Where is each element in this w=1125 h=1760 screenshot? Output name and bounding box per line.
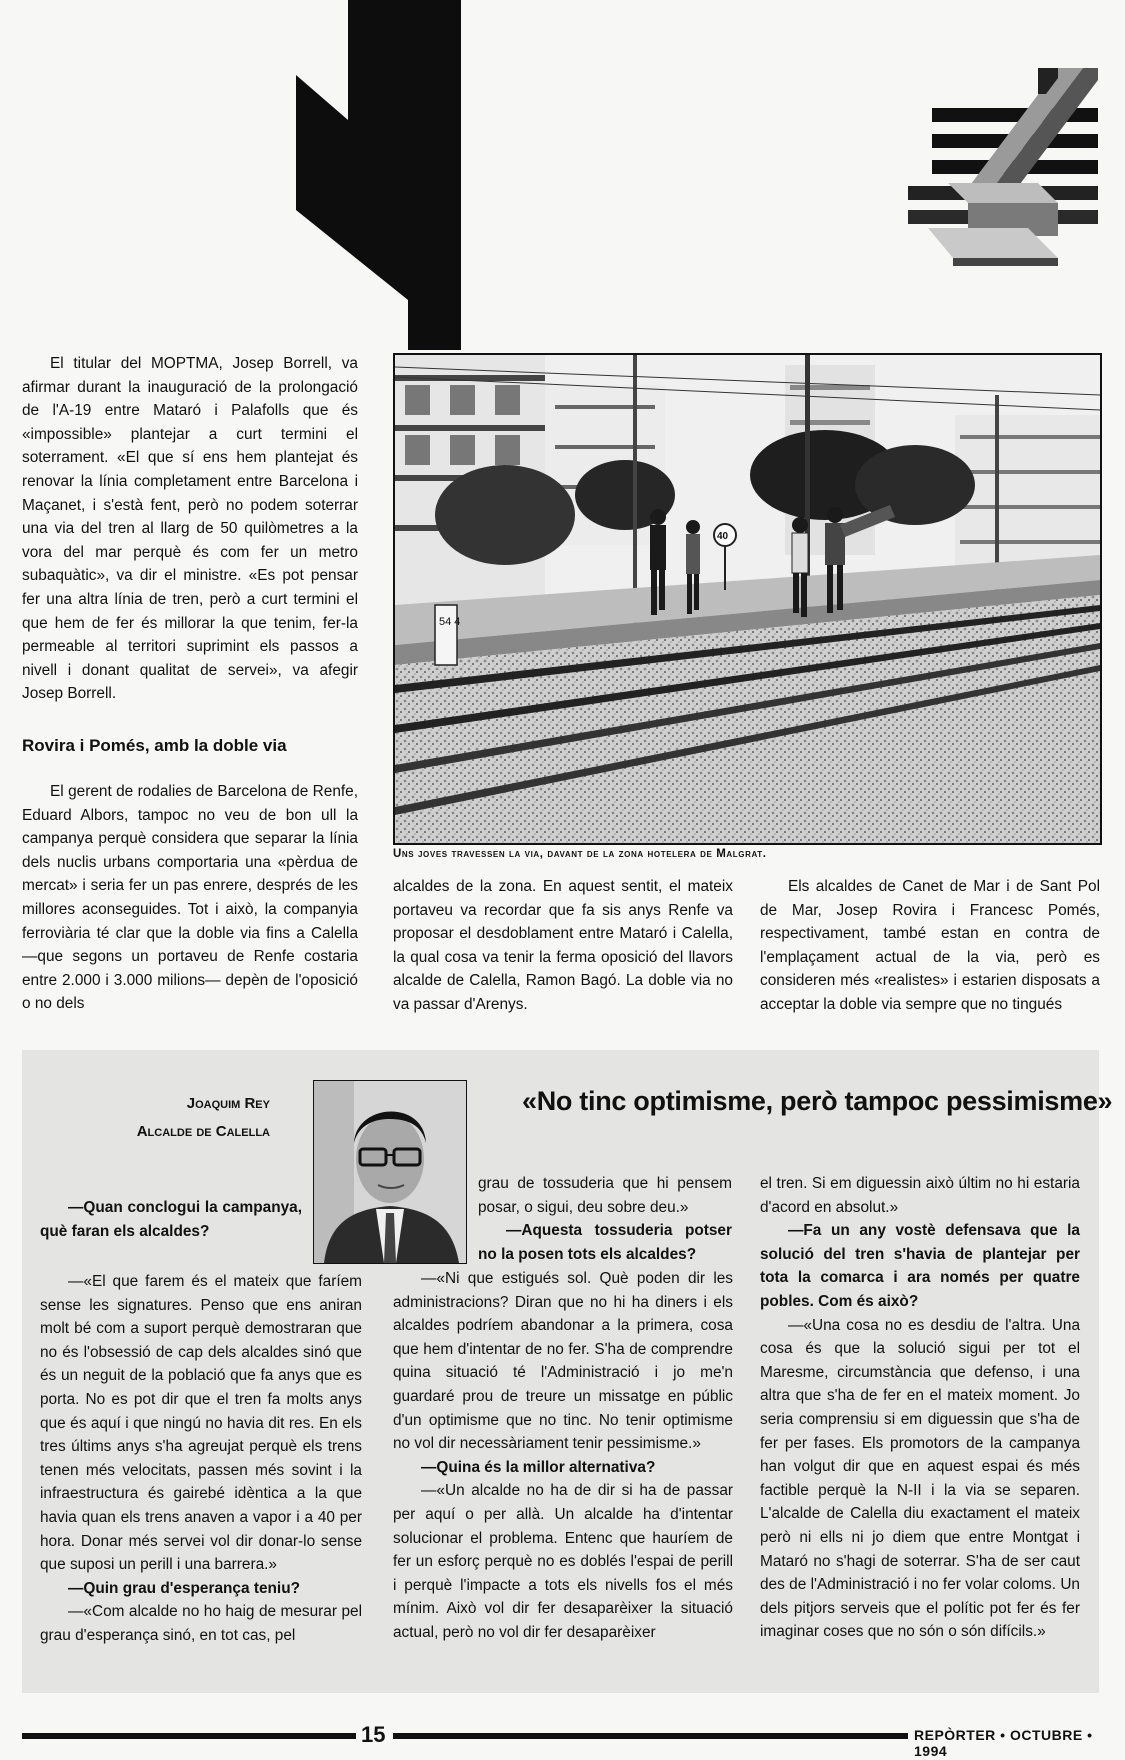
question-1: —Quan conclogui la campanya, què faran els alcaldes? xyxy=(40,1199,302,1240)
photo-speed-text: 40 xyxy=(717,531,729,542)
rail-illustration xyxy=(908,68,1098,268)
intro-column xyxy=(22,352,358,706)
interviewee-role: Alcalde de Calella xyxy=(136,1123,270,1140)
answer-4: —«Un alcalde no ha de dir si ha de passar per aquí o per allà. Un alcalde ha d'intentar solucionar el problema. Entenc que hauríem de fer un esforç perquè no es doblés l'espai de perill i perquè l'impacte a tots els nivells fos el més mínim. Això vol dir fer desaparèixer la situació actual, però no vol dir fer desaparèixer xyxy=(393,1482,733,1641)
interviewee-name: Joaquim Rey xyxy=(186,1095,270,1112)
page-number: 15 xyxy=(361,1722,386,1747)
answer-5: —«Una cosa no es desdiu de l'altra. Una cosa és que la solució sigui per tot el Maresme, circumstància que defenso, i una altra que s'ha de fer en el mateix moment. Jo seria comprensiu si em diguessin que s'ha de fer per fases. Els promotors de la campanya han volgut dir que en aquest espai és més factible perquè la N-II i la via se separen. L'alcalde de Calella diu exactament el mateix però ni ells ni jo diem que entre Montgat i Mataró no s'hagi de soterrar. S'ha de ser caut des de l'Administració i no fer volar coloms. Un dels pitjors serveis que el polític pot fer és fer imaginar coses que no són o són difícils.» xyxy=(760,1316,1080,1641)
column-1-text xyxy=(22,780,358,1016)
answer-4-continued: el tren. Si em diguessin això últim no hi estaria d'acord en absolut.» xyxy=(760,1175,1080,1216)
sidebar-column-2-top xyxy=(478,1172,732,1266)
paragraph-albors: El gerent de rodalies de Barcelona de Renfe, Eduard Albors, tampoc no veu de bon ull la campanya perquè considera que separar la línia dels nuclis urbans comportaria una «pèrdua de mercat» i seria fer un pas enrere, després de les millores aconseguides. Tot i això, la companyia ferroviària té clar que la doble via fins a Calella —que segons un portaveu de Renfe costaria entre 2.000 i 3.000 milions— depèn de l'oposició o no dels xyxy=(22,783,358,1013)
answer-3: —«Ni que estigués sol. Què poden dir les administracions? Diran que no hi ha diners i els alcaldes podríem abandonar a la primera, cosa que hem d'intentar de no fer. S'ha de comprendre quina situació té l'Administració i jo me'n guardaré prou de treure un missatge en públic d'un optimisme que no tinc. No tenir optimisme no vol dir necessàriament tenir pessimisme.» xyxy=(393,1270,733,1453)
magazine-issue: REPÒRTER • OCTUBRE • 1994 xyxy=(914,1727,1093,1759)
railway-photo xyxy=(395,355,1100,843)
interview-headline: «No tinc optimisme, però tampoc pessimisme» xyxy=(522,1086,1113,1116)
photo-sign-text: 54 4 xyxy=(439,616,461,628)
paragraph-portaveu: alcaldes de la zona. En aquest sentit, el mateix portaveu va recordar que fa sis anys Renfe va proposar el desdoblament entre Mataró i Calella, la qual cosa va tenir la ferma oposició del llavors alcalde de Calella, Ramon Bagó. La doble via no va passar d'Arenys. xyxy=(393,878,733,1013)
photo-caption: Uns joves travessen la via, davant de la zona hotelera de Malgrat. xyxy=(393,848,767,860)
section-logo xyxy=(296,0,466,350)
footer-rule-left xyxy=(22,1733,356,1739)
portrait-photo xyxy=(314,1081,466,1263)
column-2-text xyxy=(393,875,733,1017)
sidebar-column-1-top xyxy=(40,1196,302,1243)
sidebar-column-3 xyxy=(760,1172,1080,1644)
footer-rule-right xyxy=(393,1733,908,1739)
photo-frame xyxy=(393,353,1102,845)
sidebar-column-1 xyxy=(40,1270,362,1648)
answer-1: —«El que farem és el mateix que faríem sense les signatures. Penso que ens aniran molt bé com a suport perquè demostraran que no és l'obsessió de cap dels alcaldes sinó que és un neguit de la població que fa anys que es porta. No es pot dir que el tren fa molts anys que és aquí i que ningú no havia dit res. En els tres últims anys s'ha agreujat perquè els trens tenen més velocitats, passen més sovint i la infraestructura és gairebé idèntica a la que havia quan els trens anaven a vapor i a 40 per hora. Donar més servei vol dir donar-lo sense que suposi un perill i una barrera.» xyxy=(40,1273,362,1574)
answer-2: —«Com alcalde no ho haig de mesurar pel grau d'esperança sinó, en tot cas, pel xyxy=(40,1603,362,1644)
sidebar-column-2 xyxy=(393,1267,733,1645)
question-2: —Quin grau d'esperança teniu? xyxy=(68,1579,300,1597)
column-3-text xyxy=(760,875,1100,1017)
portrait-frame xyxy=(313,1080,467,1264)
subheading: Rovira i Pomés, amb la doble via xyxy=(22,736,287,755)
intro-paragraph: El titular del MOPTMA, Josep Borrell, va afirmar durant la inauguració de la prolongació de l'A-19 entre Mataró i Palafolls que és «impossible» plantejar a curt termini el soterrament. «El que sí ens hem plantejat és renovar la línia completament entre Barcelona i Maçanet, i s'està fent, però no podem soterrar una via del tren al llarg de 50 quilòmetres a la vora del mar perquè és com fer un metro subaquàtic», va dir el ministre. «Es pot pensar fer una altra línia de tren, però a curt termini el que hem de fer és millorar la que tenim, fer-la permeable al territori suprimint els passos a nivell i donant qualitat de servei», va afegir Josep Borrell. xyxy=(22,355,358,703)
question-4: —Quina és la millor alternativa? xyxy=(421,1458,656,1476)
question-3: —Aquesta tossuderia potser no la posen tots els alcaldes? xyxy=(478,1222,732,1263)
question-5: —Fa un any vostè defensava que la solució del tren s'havia de plantejar per tota la comarca i ara només per quatre pobles. Com és això? xyxy=(760,1222,1080,1310)
answer-2-continued: grau de tossuderia que hi pensem posar, o sigui, deu sobre deu.» xyxy=(478,1175,732,1216)
paragraph-alcaldes: Els alcaldes de Canet de Mar i de Sant Pol de Mar, Josep Rovira i Francesc Pomés, respectivament, també estan en contra de l'emplaçament actual de la via, però es consideren més «realistes» i estarien disposats a acceptar la doble via sempre que no tingués xyxy=(760,878,1100,1013)
